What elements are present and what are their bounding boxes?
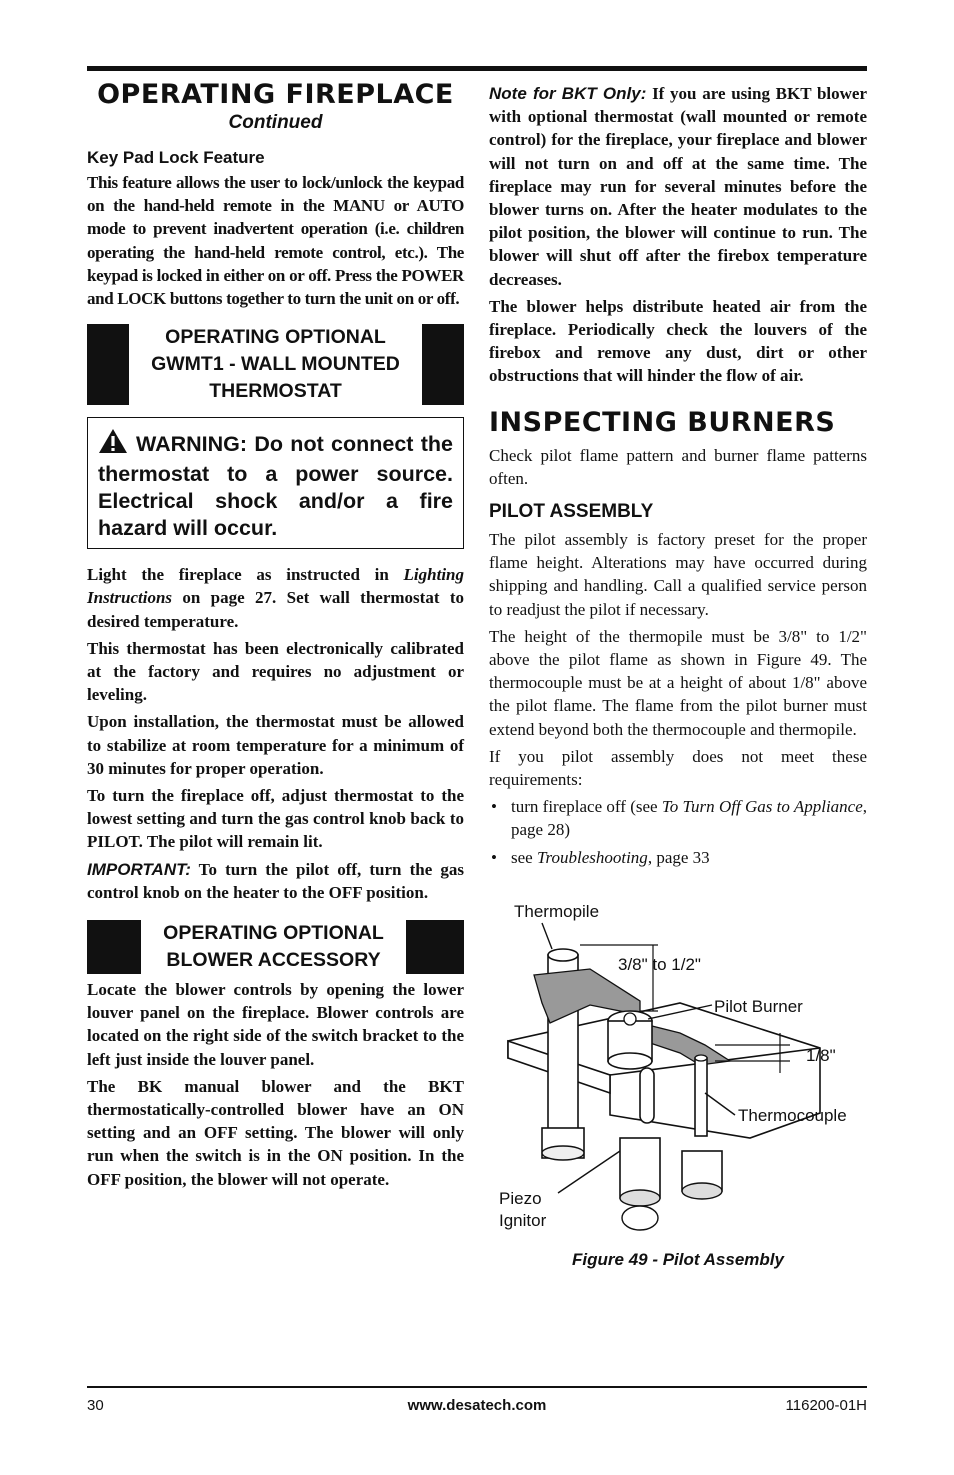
section-title-inspecting-burners: INSPECTING BURNERS (489, 406, 836, 438)
inspect-paragraph: Check pilot flame pattern and burner flame patterns often. (489, 445, 867, 488)
light-paragraph (87, 563, 464, 633)
pilot-paragraph-3: If you pilot assembly does not meet these requirements: (489, 746, 867, 790)
warning-triangle-icon (98, 428, 128, 461)
pilot-burner-body (608, 1011, 652, 1069)
important-text: To turn the pilot off, turn the gas control knob on the heater to the OFF position. (87, 859, 464, 902)
important-paragraph (87, 858, 464, 904)
bullet: • (491, 797, 497, 817)
website-link[interactable]: www.desatech.com (407, 1397, 547, 1414)
bkt-note-text: If you are using BKT blower with optional thermostat (wall mounted or remote control) for the fireplace, your fireplace and blower will not turn on and off at the same time. The fireplace may run for several minutes before the blower turns on. After the heater modulates to the pilot position, the blower will continue to run. The blower will shut off after the firebox temperature decreases. (489, 84, 867, 289)
stabilize-paragraph: Upon installation, the thermostat must be allowed to stabilize at room temperature for a minimum of 30 minutes for proper operation. (87, 712, 464, 778)
label-thermopile: Thermopile (514, 902, 600, 921)
label-thermocouple: Thermocouple (738, 1106, 847, 1125)
gwmt-heading-bar (87, 324, 464, 405)
turn-off-gas-ref: To Turn Off Gas to Appliance (661, 797, 863, 817)
important-label: IMPORTANT: (87, 859, 191, 879)
thermocouple-body (695, 1055, 707, 1136)
blower-heading-line-1: OPERATING OPTIONAL (163, 922, 384, 945)
keypad-paragraph: This feature allows the user to lock/unlock the keypad on the hand-held remote in the MANU or AUTO mode to prevent inadvertent operation (i.e. children operating the hand-held remote control, etc.). The keypad is locked in either on or off. Press the POWER and LOCK buttons together to turn the unit on or off. (87, 173, 464, 309)
label-piezo-line-2: Ignitor (499, 1211, 547, 1230)
pilot-paragraph-2: The height of the thermopile must be 3/8" to 1/2" above the pilot flame as shown in Figure 49. The thermocouple must be at a height of about 1/8" above the pilot flame. The flame from the pilot burner must extend beyond both the thermocouple and thermopile. (489, 626, 867, 739)
gwmt-heading (129, 324, 422, 405)
pilot-requirements-list (489, 795, 867, 869)
heading-bar-right-block (406, 920, 464, 974)
heading-bar-left-block (87, 920, 141, 974)
label-eighth: 1/8" (806, 1046, 836, 1065)
calibrated-paragraph: This thermostat has been electronically calibrated at the factory and requires no adjustment or leveling. (87, 638, 464, 705)
heading-bar-right-block (422, 324, 464, 405)
figure-caption: Figure 49 - Pilot Assembly (572, 1250, 784, 1269)
bullet-text: , page 28) (511, 797, 868, 840)
gwmt-heading-line-1: OPERATING OPTIONAL (165, 326, 386, 349)
right-column (489, 78, 867, 873)
blower-heading-line-2: BLOWER ACCESSORY (166, 949, 381, 972)
warning-box (87, 417, 464, 549)
list-item (489, 795, 867, 841)
pilot-assembly-drawing (490, 893, 870, 1248)
bullet-text: turn fireplace off (see (511, 797, 662, 817)
bkt-note-paragraph (489, 82, 867, 291)
warning-text: WARNING: Do not connect the thermostat to a power source. Electrical shock and/or a fire hazard will occur. (98, 432, 453, 541)
heading-bar-left-block (87, 324, 129, 405)
bullet: • (491, 847, 497, 867)
troubleshooting-ref: Troubleshooting (536, 847, 648, 867)
continued-label: Continued (228, 112, 323, 133)
keypad-heading: Key Pad Lock Feature (87, 148, 265, 167)
blower-helps-paragraph: The blower helps distribute heated air from the fireplace. Periodically check the louvers of the firebox and remove any dust, dirt or other obstructions that will hinder the flow of air. (489, 296, 867, 386)
label-pilot-burner: Pilot Burner (714, 997, 803, 1016)
blower-onoff-paragraph: The BK manual blower and the BKT thermostatically-controlled blower have an ON setting and an OFF setting. The blower will only run when the switch is in the ON position. In the OFF position, the blower will not operate. (87, 1076, 464, 1189)
left-column (87, 78, 464, 1195)
turn-off-paragraph: To turn the fireplace off, adjust thermostat to the lowest setting and turn the gas control knob back to PILOT. The pilot will remain lit. (87, 786, 464, 852)
pilot-assembly-heading: PILOT ASSEMBLY (489, 501, 654, 523)
document-number: 116200-01H (785, 1397, 867, 1414)
gwmt-heading-line-3: THERMOSTAT (209, 380, 342, 403)
blower-locate-paragraph: Locate the blower controls by opening the lower louver panel on the fireplace. Blower controls are located on the right side of the switch bracket to the left just inside the louver panel. (87, 980, 464, 1069)
bullet-text: , page 33 (647, 847, 710, 867)
top-rule (87, 66, 867, 71)
gwmt-heading-line-2: GWMT1 - WALL MOUNTED (151, 353, 400, 376)
light-text-pre: Light the fireplace as instructed in (87, 565, 404, 585)
label-piezo-line-1: Piezo (499, 1189, 542, 1208)
bottom-rule (87, 1386, 867, 1388)
label-gap: 3/8" to 1/2" (618, 955, 701, 974)
blower-heading (141, 920, 406, 974)
pilot-assembly-figure (490, 893, 870, 1248)
pilot-paragraph-1: The pilot assembly is factory preset for the proper flame height. Alterations may have occurred during shipping and handling. Call a qualified service person to readjust the pilot if necessary. (489, 530, 867, 619)
bkt-note-label: Note for BKT Only: (489, 84, 647, 103)
section-title-operating-fireplace: OPERATING FIREPLACE (97, 79, 454, 110)
blower-heading-bar (87, 920, 464, 974)
lighting-instructions-ref: Lighting Instructions (87, 565, 464, 608)
light-text-post: on page 27. Set wall thermostat to desired temperature. (87, 588, 464, 631)
bullet-text: see (511, 847, 537, 867)
page-number: 30 (87, 1397, 104, 1414)
list-item (489, 846, 867, 869)
